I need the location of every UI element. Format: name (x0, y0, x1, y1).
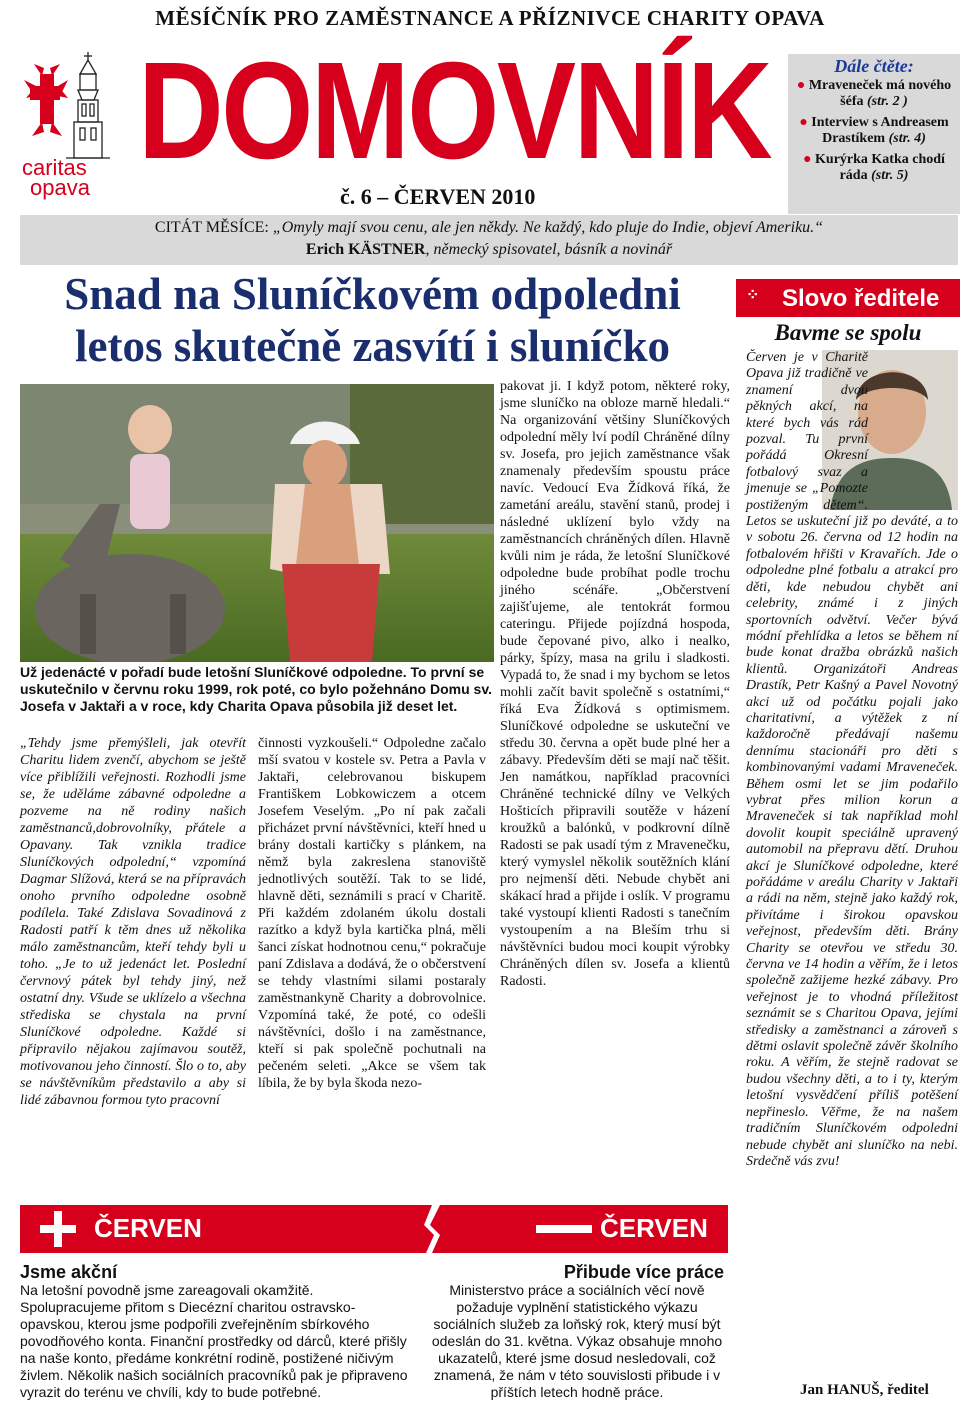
june-minus-label: ČERVEN (600, 1213, 708, 1243)
plus-text: Na letošní povodně jsme zareagovali okamžitě. Spolupracujeme přitom s Diecézní charitou ostravsko-opavskou, kterou jsme podpořili zveřejněním sbírkového povodňového konta. Finanční prostředky od dárců, které přišly na naše konto, předáme konkrétní rodině, postižené ničivým živlem. Několik našich sociálních pracovníků pak je připraveno vyrazit do terénu ve chvíli, kdy to bude potřebné. (20, 1282, 408, 1400)
minus-title: Přibude více práce (563, 1262, 724, 1282)
read-more-item[interactable]: ● Interview s Andreasem Drastíkem (str. 4) (799, 115, 949, 146)
photo-caption: Už jedenácté v pořadí bude letošní Sluníčkové odpoledne. To první se uskutečnilo v červnu roku 1999, rok poté, co bylo požehnáno Domu sv. Josefa v Jaktaři a v roce, kdy Charita Opava působila již deset let. (20, 664, 492, 714)
quote-label: CITÁT MĚSÍCE: (154, 219, 269, 236)
quote-text: „Omyly mají svou cenu, ale jen někdy. Ne každý, kdo pluje do Indie, objeví Ameriku.“ (272, 219, 824, 236)
logo-text-caritas: caritas (22, 155, 87, 180)
read-more-heading: Dále čtěte: (834, 56, 914, 76)
plus-title: Jsme akční (20, 1262, 118, 1282)
article-column-2: činnosti vyzkoušeli.“ Odpoledne začalo mší svatou v kostele sv. Petra a Pavla v Jaktaři, celebrovanou biskupem Františkem Lobkowiczem a otcem Josefem Veselým. „Po ní pak začali přicházet první návštěvníci, kteří hned u brány dostali kartičky s plánkem, na němž byla zakreslena stanoviště jednotlivých soutěží. Tak to se lidé, hlavně děti, seznámili s prací v Charitě. Při každém zdolaném úkolu dostali razítko a když byla kartička plná, měli šanci získat hodnotnou cenu,“ pokračuje paní Zdislava a dodává, že o občerstvení se tehdy vlastními silami postaraly zaměstnankyně Charity a dobrovolnice. Vzpomíná také, že poté, co odešli návštěvníci, došlo i na zaměstnance, kteří si pak společně pochutnali na pečeném seleti. „Akce se všem tak líbila, že by byla škoda nezo- (258, 736, 486, 1091)
read-more-box (788, 54, 960, 214)
quote-author-desc: , německý spisovatel, básník a novinář (425, 241, 673, 258)
editorial-signature: Jan HANUŠ, ředitel (800, 1382, 929, 1398)
bullet-icon: ● (799, 115, 812, 130)
editorial-bar (736, 279, 960, 317)
bullet-icon: ● (796, 78, 809, 93)
caritas-cross-icon (22, 52, 122, 172)
quote-author: Erich KÄSTNER (305, 241, 426, 258)
editorial-title: Bavme se spolu (774, 320, 922, 345)
read-more-item[interactable]: ● Kurýrka Katka chodí ráda (str. 5) (803, 152, 945, 183)
article-photo (20, 384, 494, 662)
article-column-3: pakovat ji. I když potom, některé roky, jsme sluníčko na obloze marně hledali.“ Na organizování většiny Sluníčkových odpolední měly lví podíl Chráněné dílny sv. Josefa, pro jejich zaměstnance však znamenaly především spoustu práce navíc. Vedoucí Eva Žídková říká, že zametání areálu, stavění stanů, prodej i následné uklízení bylo vždy na zaměstnancích chráněných dílen. Hlavně kvůli nim je ráda, že letošní Sluníčkové odpoledne bude probíhat podle trochu jiného scénáře. „Občerstvení zajišťujeme, ale tentokrát formou cateringu. Přijede pojízdná hospoda, bude čepované pivo, alko i nealko, párky, špízy, masa na grilu i sladkosti. Vypadá to, že snad i my bychom se letos mohli začít bavit společně s ostatními,“ říká Eva Žídková s optimismem. Sluníčkové odpoledne se uskuteční ve středu 30. června a opět bude plné her a zábavy. Především děti se mají nač těšit. Jen namátkou, například pracovníci Chráněné technické dílny ve Velkých Hošticích připravili soutěže v házení kroužků a balónků, v podkrovní dílně Radosti se pak usadí tým z Mravenečku, který vymyslel několik soutěžních klání pro nejmenší děti. Nebude chybět ani skákací hrad a přijde i oslík. V programu také vystoupí klienti Radosti s tanečním vystoupením a na Bleším trhu si návštěvníci budou moci koupit výrobky Chráněných dílen sv. Josefa a klientů Radosti. (500, 379, 730, 989)
bullet-icon: ● (803, 152, 816, 167)
tagline: MĚSÍČNÍK PRO ZAMĚSTNANCE A PŘÍZNIVCE CHARITY OPAVA (155, 6, 825, 30)
june-bar (20, 1205, 728, 1253)
editorial-bar-title: Slovo ředitele (782, 285, 940, 312)
masthead-title: DOMOVNÍK (138, 34, 771, 188)
issue-number: č. 6 – ČERVEN 2010 (340, 184, 536, 209)
editorial-text: Červen je v Charitě Opava již tradičně ve znamení dvou pěkných akcí, na které bych vás rád pozval. Tu první pořádá Okresní fotbalový svaz a jmenuje se „Pomozte postiženým dětem“. Letos se uskuteční již po deváté, a to v sobotu 26. června od 12 hodin na fotbalovém hřišti v Kravařích. Jde o odpoledne plné fotbalu a atrakcí pro děti, kde nebudou chybět ani celebrity, známé i z jiných sportovních odvětví. Večer bývá módní přehlídka a letos se během ní bude konat dražba obrázků našich klientů. Organizátoři Andreas Drastík, Petr Kašný a Pavel Novotný akci už od počátku pojali jako charitativní, a výtěžek z ní každoročně předávají našemu dennímu stacionáři pro děti s kombinovanými vadami Mraveneček. Během osmi let se jim podařilo vybrat přes milion korun a Mraveneček si tak například mohl dovolit koupit speciálně upravený automobil na přepravu dětí. Druhou akcí je Sluníčkové odpoledne, které pořádáme v areálu Charity v Jaktaři a rádi na něm, stejně jako každý rok, přivítáme i širokou opavskou veřejnost, především děti. Brány Charity se otevřou ve středu 30. června ve 14 hodin a věřím, že i letos společně zažijeme hezké zábavy. Pro veřejnost je to vhodná příležitost seznámit se s Charitou Opava, jejími středisky a zaměstnanci a zároveň s dětmi oslavit společně závěr školního roku. A věřím, že stejně radovat se budou všechny děti, a to i ty, kterým letošní vysvědčení příliš potěšení nepřineslo. Věřme, že na našem tradičním Sluníčkovém odpoledni nebude chybět ani sluníčko na nebi. Srdečně vás zvu! (746, 350, 958, 1169)
article-column-1: „Tehdy jsme přemýšleli, jak otevřít Charitu lidem zvenčí, abychom se ještě více přiblížili veřejnosti. Rozhodli jsme se, že uděláme zábavné odpoledne a pozveme na ně rodiny našich zaměstnanců,dobrovolníky, přátele a Opavany. Tak vznikla tradice Sluníčkových odpolední,“ vzpomíná Dagmar Slížová, která se na přípravách onoho prvního odpoledne osobně podílela. Také Zdislava Sovadinová z Radosti patří k těm dnes už několika málo zaměstnancům, kteří tehdy byli u toho. „Je to už jedenáct let. Poslední červnový pátek byl tehdy jiný, než ostatní dny. Všude se uklízelo a všechna střediska se chystala na první Sluníčkové odpoledne. Každé si připravilo nějakou zajímavou soutěž, motivovanou jeho činností. Šlo o to, aby se návštěvníkům představilo a aby si lidé zábavnou formou tyto pracovní (20, 736, 246, 1108)
logo-text-opava: opava (30, 175, 90, 200)
minus-text: Ministerstvo práce a sociálních věcí nově požaduje vyplnění statistického výkazu sociálních služeb za loňský rok, který musí být odeslán do 31. května. Výkaz obsahuje mnoho ukazatelů, které jsme dosud nesledovali, což znamená, že nám v této souvislosti přibude i v příštích letech hodně práce. (431, 1282, 723, 1400)
read-more-item[interactable]: ● Mraveneček má nového šéfa (str. 2 ) (796, 78, 952, 109)
june-plus-label: ČERVEN (94, 1213, 202, 1243)
quote-of-month (20, 215, 958, 265)
dots-icon: ⁘ (746, 287, 762, 304)
article-headline: Snad na Sluníčkovém odpoledni letos skutečně zasvítí i sluníčko (64, 269, 681, 371)
caritas-logo (22, 52, 122, 212)
